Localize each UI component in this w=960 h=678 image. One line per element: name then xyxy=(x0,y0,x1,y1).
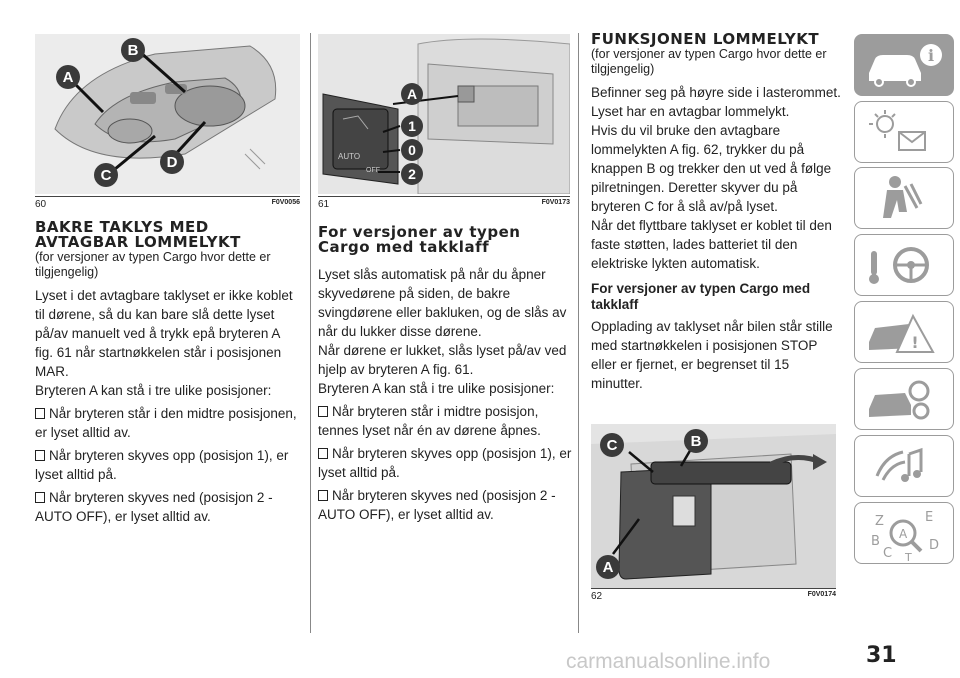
bullet-item: Når bryteren skyves opp (posisjon 1), er lyset alltid på. xyxy=(318,446,572,480)
callout-label: D xyxy=(166,154,178,171)
maintenance-icon xyxy=(855,369,953,429)
svg-text:!: ! xyxy=(911,333,919,352)
figure-62-image xyxy=(591,424,836,588)
svg-text:B: B xyxy=(871,534,880,549)
figure-code: F0V0174 xyxy=(807,591,836,598)
tab-multimedia[interactable] xyxy=(854,435,954,497)
tab-safety[interactable] xyxy=(854,167,954,229)
svg-text:Z: Z xyxy=(875,514,884,529)
checkbox-icon xyxy=(318,406,328,417)
tab-warning-lights[interactable] xyxy=(854,101,954,163)
bullet-item: Når bryteren står i den midtre posisjonen, er lyset alltid av. xyxy=(35,406,297,440)
checkbox-icon xyxy=(318,448,328,459)
bullet-item: Når bryteren skyves ned (posisjon 2 - AUTO OFF), er lyset alltid av. xyxy=(318,488,556,522)
svg-text:T: T xyxy=(905,551,912,563)
paragraph: Bryteren A kan stå i tre ulike posisjoner: xyxy=(318,381,555,396)
callout-label: 2 xyxy=(408,166,416,182)
callout-label: 0 xyxy=(408,142,416,158)
tab-index[interactable] xyxy=(854,502,954,564)
figure-number: 60 xyxy=(35,199,47,210)
figure-61-caption xyxy=(318,196,570,211)
paragraph: Lyset i det avtagbare taklyset er ikke koblet til dørene, så du kan bare slå dette lyset på/av manuelt ved å trykk epå bryteren A fig. 61 når startnøkkelen står i posisjonen MAR. xyxy=(35,288,293,379)
figure-number: 62 xyxy=(591,591,603,602)
callout-label: A xyxy=(602,559,614,576)
svg-text:i: i xyxy=(927,46,935,65)
section-heading: For versjoner av typen Cargo med takklaff xyxy=(318,223,521,256)
figure-code: F0V0173 xyxy=(541,199,570,206)
paragraph: Når dørene er lukket, slås lyset på/av ved hjelp av bryteren A fig. 61. xyxy=(318,343,567,377)
section-heading: BAKRE TAKLYS MED AVTAGBAR LOMMELYKT xyxy=(35,218,241,251)
watermark: carmanualsonline.info xyxy=(566,650,771,673)
paragraph: Bryteren A kan stå i tre ulike posisjoner: xyxy=(35,383,272,398)
tab-driving[interactable] xyxy=(854,234,954,296)
bullet-item: Når bryteren står i midtre posisjon, tennes lyset når én av dørene åpnes. xyxy=(318,404,541,438)
car-info-icon xyxy=(855,35,953,95)
callout-label: B xyxy=(127,42,139,59)
figure-60-image xyxy=(35,34,300,194)
svg-text:C: C xyxy=(883,546,893,561)
tab-emergency[interactable] xyxy=(854,301,954,363)
callout-label: C xyxy=(606,437,618,454)
callout-label: C xyxy=(100,167,112,184)
section-subtitle: (for versjoner av typen Cargo hvor dette er tilgjengelig) xyxy=(591,47,827,76)
checkbox-icon xyxy=(318,490,328,501)
svg-text:E: E xyxy=(925,510,934,525)
checkbox-icon xyxy=(35,408,45,419)
svg-text:A: A xyxy=(899,527,908,541)
multimedia-icon xyxy=(855,436,953,496)
callout-label: A xyxy=(406,86,418,102)
column-divider xyxy=(310,33,311,633)
tab-car-info[interactable] xyxy=(854,34,954,96)
callout-label: 1 xyxy=(408,118,416,134)
bullet-item: Når bryteren skyves opp (posisjon 1), er lyset alltid på. xyxy=(35,448,289,482)
figure-62-caption xyxy=(591,588,836,603)
svg-text:D: D xyxy=(929,538,940,553)
paragraph: Opplading av taklyset når bilen står stille med startnøkkelen i posisjonen STOP eller er fjernet, er begrenset til 15 minutter. xyxy=(591,319,833,391)
warning-lights-icon xyxy=(855,102,953,162)
checkbox-icon xyxy=(35,492,45,503)
figure-number: 61 xyxy=(318,199,330,210)
callout-label: A xyxy=(62,69,74,86)
column-2 xyxy=(318,225,572,524)
figure-61-image xyxy=(318,34,570,194)
page-number: 31 xyxy=(866,643,897,668)
checkbox-icon xyxy=(35,450,45,461)
safety-icon xyxy=(855,168,953,228)
paragraph: Når det flyttbare taklyset er koblet til den faste støtten, lades batteriet til den elektriske lykten automatisk. xyxy=(591,218,832,271)
column-1 xyxy=(35,220,301,526)
paragraph: Befinner seg på høyre side i lasterommet. Lyset har en avtagbar lommelykt. xyxy=(591,85,841,119)
emergency-icon xyxy=(855,302,953,362)
subsection-heading: For versjoner av typen Cargo med takklaff xyxy=(591,281,811,312)
section-subtitle: (for versjoner av typen Cargo hvor dette er tilgjengelig) xyxy=(35,250,271,279)
tab-maintenance[interactable] xyxy=(854,368,954,430)
column-3 xyxy=(591,32,843,393)
figure-code: F0V0056 xyxy=(271,199,300,206)
driving-icon xyxy=(855,235,953,295)
figure-60-caption xyxy=(35,196,300,211)
paragraph: Hvis du vil bruke den avtagbare lommelykten A fig. 62, trykker du på knappen B og trekker den ut ved å følge pilretningen. Deretter skyver du på bryteren C for å slå av/på lyset. xyxy=(591,123,832,214)
bullet-item: Når bryteren skyves ned (posisjon 2 - AUTO OFF), er lyset alltid av. xyxy=(35,490,273,524)
section-heading: FUNKSJONEN LOMMELYKT xyxy=(591,30,820,48)
paragraph: Lyset slås automatisk på når du åpner skyvedørene på siden, de bakre svingdørene eller bakluken, og de slås av når du lukker disse dørene. xyxy=(318,267,567,339)
column-divider xyxy=(578,33,579,633)
panel-auto-text: AUTO xyxy=(338,152,361,161)
index-icon xyxy=(855,503,953,563)
callout-label: B xyxy=(690,433,702,450)
panel-off-text: OFF xyxy=(366,167,380,174)
